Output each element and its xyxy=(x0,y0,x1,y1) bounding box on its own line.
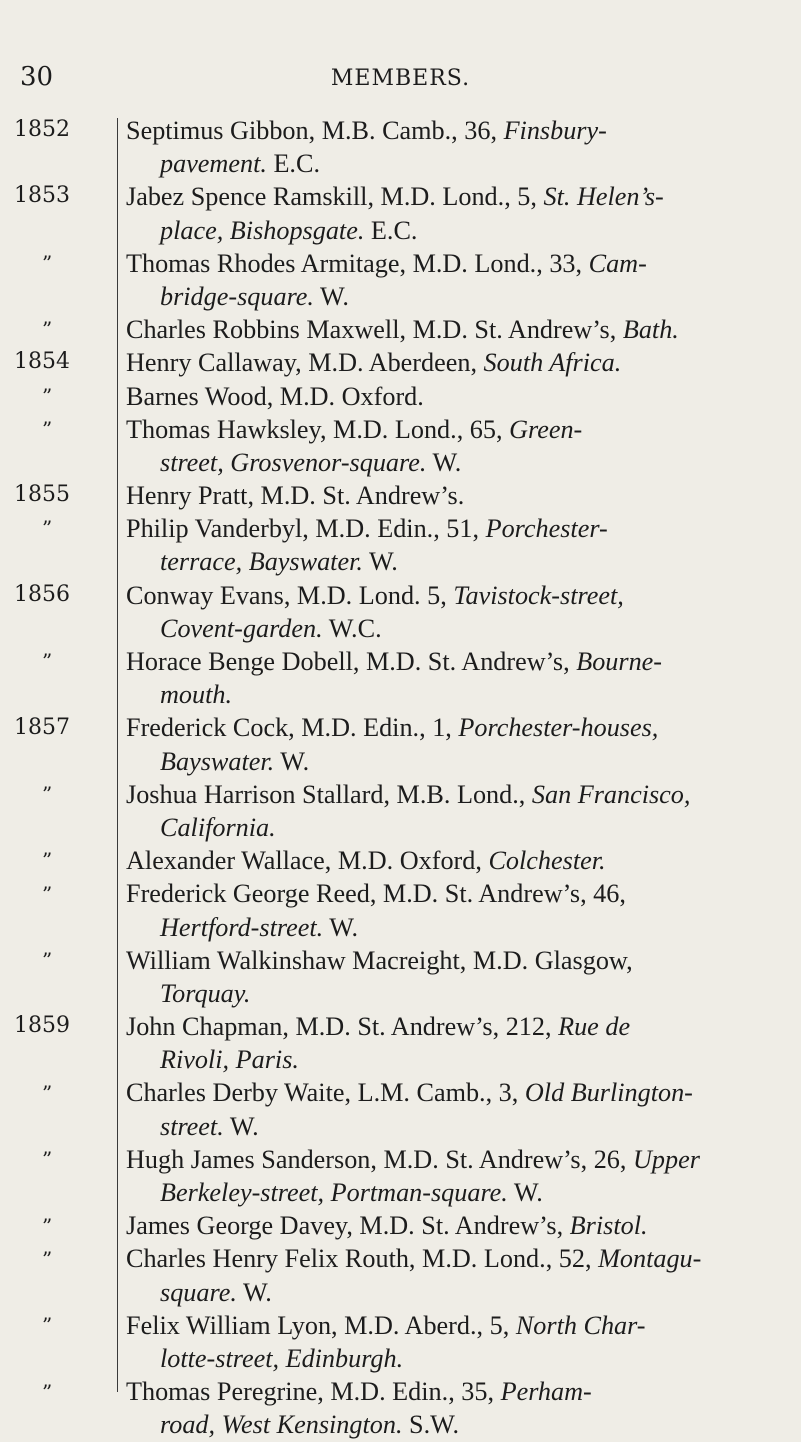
entry-address: Finsbury- xyxy=(503,116,607,145)
year-label: 1856 xyxy=(14,581,70,607)
entry-line xyxy=(126,380,786,413)
entry-line xyxy=(126,745,786,778)
year-ditto-mark: ” xyxy=(42,881,53,906)
entry-line xyxy=(126,1043,786,1076)
entry-text: Henry Callaway, M.D. Aberdeen, xyxy=(126,348,484,378)
entry-district: W. xyxy=(362,547,398,577)
entry-line xyxy=(126,678,786,711)
entry-address: place, Bishopsgate. xyxy=(160,215,365,245)
entry-address: Covent-garden. xyxy=(160,613,323,643)
entry-line xyxy=(126,413,786,446)
entry-address: Upper xyxy=(633,1144,700,1174)
entry-text: Charles Derby Waite, L.M. Camb., 3, xyxy=(126,1078,525,1108)
entry-line xyxy=(126,114,786,147)
entry-address: Porchester-houses, xyxy=(458,713,659,743)
entry-district: W. xyxy=(426,447,462,477)
entry-line xyxy=(126,313,786,346)
entry-address: Tavistock-street, xyxy=(453,580,624,610)
entry-text: Jabez Spence Ramskill, M.D. Lond., 5, xyxy=(126,182,544,212)
entry-address: Colchester. xyxy=(488,846,606,876)
entry-address: road, West Kensington. xyxy=(160,1410,403,1440)
entry-line xyxy=(126,1209,786,1242)
entry-text: Hugh James Sanderson, M.D. St. Andrew’s, 26, xyxy=(126,1144,633,1174)
entry-address: Rue de xyxy=(558,1012,631,1042)
entry-line xyxy=(126,1242,786,1275)
year-label: 1859 xyxy=(14,1013,70,1039)
entry-text: Charles Henry Felix Routh, M.D. Lond., 52, xyxy=(126,1244,599,1274)
entry-district: W. xyxy=(323,912,359,942)
year-ditto-mark: ” xyxy=(42,1246,53,1271)
entry-line xyxy=(126,1375,786,1408)
entry-address: Hertford-street. xyxy=(160,912,324,942)
entry-line xyxy=(126,579,786,612)
entry-line xyxy=(126,877,786,910)
entry-district: E.C. xyxy=(364,215,418,245)
entry-text: Alexander Wallace, M.D. Oxford, xyxy=(126,846,489,876)
entry-address: street. xyxy=(160,1111,224,1141)
entry-line xyxy=(126,612,786,645)
entry-district: W. xyxy=(223,1111,259,1141)
year-ditto-mark: ” xyxy=(42,516,53,541)
entry-district: W. xyxy=(236,1277,272,1307)
entry-line xyxy=(126,280,786,313)
entry-text: Frederick George Reed, M.D. St. Andrew’s, 46, xyxy=(126,879,626,909)
entry-text: Conway Evans, M.D. Lond. 5, xyxy=(126,580,454,610)
entry-line xyxy=(126,1110,786,1143)
entry-line xyxy=(126,147,786,180)
entry-address: Bayswater. xyxy=(160,746,275,776)
entry-line xyxy=(126,1076,786,1109)
entry-line xyxy=(126,1309,786,1342)
year-ditto-mark: ” xyxy=(42,1147,53,1172)
year-label: 1853 xyxy=(14,183,70,209)
entry-address: mouth. xyxy=(160,680,233,710)
entry-district: W.C. xyxy=(322,613,382,643)
entry-line xyxy=(126,1010,786,1043)
entry-address: Bourne- xyxy=(576,647,663,676)
entry-address: South Africa. xyxy=(483,348,622,378)
year-ditto-mark: ” xyxy=(42,649,53,674)
year-ditto-mark: ” xyxy=(42,1313,53,1338)
entry-address: Bath. xyxy=(622,315,679,345)
entry-text: Frederick Cock, M.D. Edin., 1, xyxy=(126,713,459,743)
running-title: MEMBERS. xyxy=(330,66,471,91)
year-label: 1854 xyxy=(14,349,70,375)
entry-line xyxy=(126,977,786,1010)
entry-district: S.W. xyxy=(402,1410,460,1440)
entry-district: W. xyxy=(507,1178,543,1207)
entry-line xyxy=(126,1176,786,1209)
entry-address: bridge-square. xyxy=(160,281,314,311)
entry-line xyxy=(126,512,786,545)
entry-line xyxy=(126,944,786,977)
year-ditto-mark: ” xyxy=(42,782,53,806)
entry-address: street, Grosvenor-square. xyxy=(160,447,427,477)
entry-text: Philip Vanderbyl, M.D. Edin., 51, xyxy=(126,514,486,544)
entry-address: Cam- xyxy=(588,248,647,278)
year-ditto-mark: ” xyxy=(42,848,53,873)
entry-district: E.C. xyxy=(266,149,320,179)
entry-address: lotte-street, Edinburgh. xyxy=(160,1343,404,1373)
year-label: 1857 xyxy=(14,714,70,740)
year-ditto-mark: ” xyxy=(42,416,53,441)
entry-address: square. xyxy=(160,1277,237,1307)
entry-address: Perham- xyxy=(500,1377,592,1407)
entry-line xyxy=(126,711,786,744)
year-label: 1852 xyxy=(14,117,70,142)
entry-address: Rivoli, Paris. xyxy=(160,1045,299,1075)
entry-line xyxy=(126,247,786,280)
entry-line xyxy=(126,844,786,877)
entry-line xyxy=(126,346,786,379)
entry-line xyxy=(126,446,786,479)
year-ditto-mark: ” xyxy=(42,1080,53,1105)
entry-line xyxy=(126,645,786,678)
entry-address: Torquay. xyxy=(160,978,251,1008)
year-ditto-mark: ” xyxy=(42,948,53,972)
entry-line xyxy=(126,1143,786,1176)
entry-text: Thomas Hawksley, M.D. Lond., 65, xyxy=(126,414,510,444)
entry-line xyxy=(126,214,786,247)
entry-address: St. Helen’s- xyxy=(543,182,664,212)
entry-line xyxy=(126,545,786,578)
entry-address: Berkeley-street, Portman-square. xyxy=(160,1178,508,1207)
member-list xyxy=(126,114,786,1442)
entry-line xyxy=(126,1342,786,1375)
page-number: 30 xyxy=(20,62,54,92)
entry-text: Septimus Gibbon, M.B. Camb., 36, xyxy=(126,116,504,145)
entry-line xyxy=(126,180,786,213)
entry-text: Horace Benge Dobell, M.D. St. Andrew’s, xyxy=(126,647,577,676)
entry-text: Joshua Harrison Stallard, M.B. Lond., xyxy=(126,779,532,809)
entry-line xyxy=(126,911,786,944)
entry-text: John Chapman, M.D. St. Andrew’s, 212, xyxy=(126,1012,559,1042)
entry-district: W. xyxy=(274,746,310,776)
entry-address: Porchester- xyxy=(485,514,608,544)
entry-district: W. xyxy=(313,281,349,311)
year-ditto-mark: ” xyxy=(42,250,53,275)
entry-address: San Francisco, xyxy=(531,779,691,809)
entry-address: North Char- xyxy=(515,1310,646,1340)
column-rule xyxy=(117,118,118,1392)
entry-address: terrace, Bayswater. xyxy=(160,547,363,577)
year-label: 1855 xyxy=(14,482,70,508)
entry-line xyxy=(126,1408,786,1441)
entry-line xyxy=(126,778,786,811)
entry-address: Green- xyxy=(509,414,583,444)
entry-address: California. xyxy=(160,812,276,842)
entry-text: James George Davey, M.D. St. Andrew’s, xyxy=(126,1211,570,1241)
entry-text: Henry Pratt, M.D. St. Andrew’s. xyxy=(126,481,465,511)
entry-line xyxy=(126,811,786,844)
year-ditto-mark: ” xyxy=(42,383,53,408)
year-ditto-mark: ” xyxy=(42,1213,53,1238)
entry-text: Charles Robbins Maxwell, M.D. St. Andrew’s, xyxy=(126,315,623,345)
entry-line xyxy=(126,1276,786,1309)
year-ditto-mark: ” xyxy=(42,1379,53,1404)
entry-line xyxy=(126,479,786,512)
entry-address: Old Burlington- xyxy=(524,1078,693,1108)
entry-address: Bristol. xyxy=(569,1211,648,1241)
entry-address: Montagu- xyxy=(598,1244,702,1274)
entry-text: Barnes Wood, M.D. Oxford. xyxy=(126,381,424,411)
year-ditto-mark: ” xyxy=(42,317,53,342)
entry-address: pavement. xyxy=(160,149,267,179)
entry-text: William Walkinshaw Macreight, M.D. Glasgow, xyxy=(126,945,633,975)
entry-text: Felix William Lyon, M.D. Aberd., 5, xyxy=(126,1310,516,1340)
entry-text: Thomas Rhodes Armitage, M.D. Lond., 33, xyxy=(126,248,589,278)
entry-text: Thomas Peregrine, M.D. Edin., 35, xyxy=(126,1377,501,1407)
